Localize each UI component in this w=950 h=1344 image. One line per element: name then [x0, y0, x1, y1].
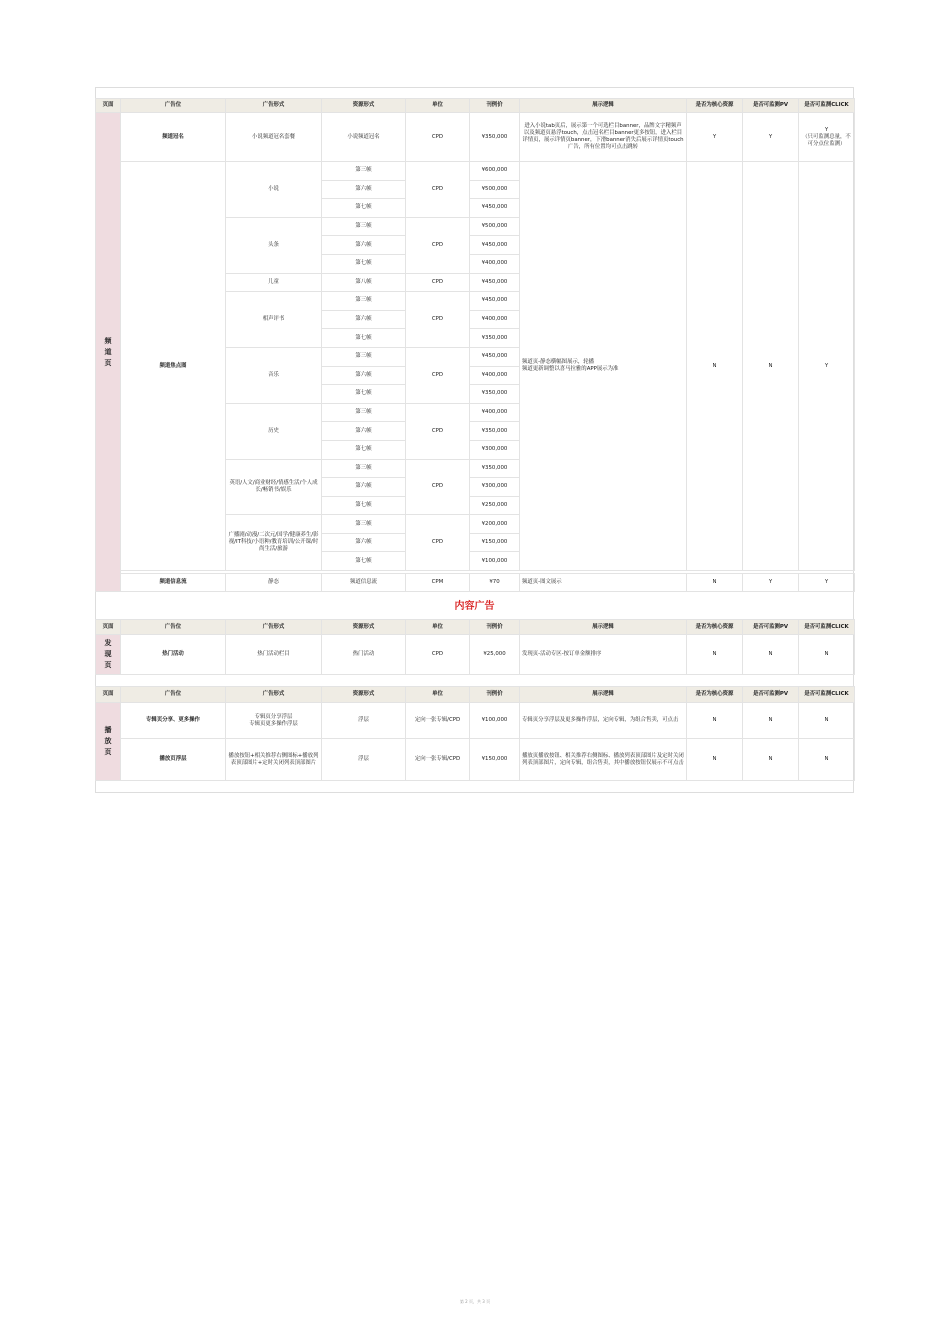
frame-position: 第七帧 [322, 496, 406, 515]
unit: CPD [406, 273, 470, 292]
price: ¥350,000 [470, 422, 520, 441]
click-monitor: Y [799, 574, 855, 592]
column-header: 页面 [96, 620, 121, 635]
ad-form: 头条 [226, 217, 322, 273]
frame-position: 第七帧 [322, 440, 406, 459]
play-page-table [95, 686, 855, 781]
unit: CPM [406, 574, 470, 592]
price: ¥350,000 [470, 329, 520, 348]
frame-position: 第八帧 [322, 273, 406, 292]
ad-form: 静态 [226, 574, 322, 592]
column-header: 资源形式 [322, 620, 406, 635]
frame-position: 第七帧 [322, 254, 406, 273]
table-row [96, 635, 855, 675]
unit: CPD [406, 217, 470, 273]
price: ¥300,000 [470, 440, 520, 459]
resource-form: 浮层 [322, 739, 406, 781]
ad-form: 小说频道冠名套餐 [226, 113, 322, 162]
page-label: 播 放 页 [96, 703, 121, 781]
column-header: 广告形式 [226, 687, 322, 703]
price: ¥150,000 [470, 739, 520, 781]
frame-position: 第三帧 [322, 162, 406, 181]
page-label: 发 现 页 [96, 635, 121, 675]
display-logic: 进入小说tab页后，展示第一个可选栏目banner，品牌文字精频声以及频道页悬浮touch，点击冠名栏目banner更多按钮，进入栏目详情页，展示详情页banner，下滑banner消失后展示详情页touch广告，所有位置均可点击跳转 [520, 113, 687, 162]
ad-slot: 频道焦点图 [121, 162, 226, 571]
price: ¥400,000 [470, 254, 520, 273]
price: ¥500,000 [470, 217, 520, 236]
table-row [96, 703, 855, 739]
unit: 定向一张专辑/CPD [406, 739, 470, 781]
display-logic: 播放页播放按钮、相关推荐右侧图标、播放列表顶部图片及定时关闭列表顶部图片，定向专辑，组合售卖，其中播放按钮仅展示不可点击 [520, 739, 687, 781]
ad-form: 音乐 [226, 347, 322, 403]
frame-position: 第七帧 [322, 552, 406, 571]
frame-position: 第六帧 [322, 180, 406, 199]
price: ¥350,000 [470, 113, 520, 162]
pv-monitor: Y [743, 113, 799, 162]
channel-page-table [95, 98, 855, 592]
unit: CPD [406, 635, 470, 675]
pv-monitor: N [743, 703, 799, 739]
column-header: 展示逻辑 [520, 687, 687, 703]
frame-position: 第六帧 [322, 236, 406, 255]
column-header: 页面 [96, 687, 121, 703]
column-header: 刊例价 [470, 620, 520, 635]
page-footer: 第 2 页，共 3 页 [459, 1299, 491, 1304]
price: ¥350,000 [470, 459, 520, 478]
column-header: 广告位 [121, 620, 226, 635]
column-header: 是否可监测PV [743, 620, 799, 635]
frame-position: 第七帧 [322, 385, 406, 404]
column-header: 展示逻辑 [520, 620, 687, 635]
section-title: 内容广告 [454, 601, 495, 612]
price: ¥500,000 [470, 180, 520, 199]
column-header: 刊例价 [470, 99, 520, 113]
ad-slot: 播放页浮层 [121, 739, 226, 781]
price: ¥200,000 [470, 515, 520, 534]
column-header: 是否可监测CLICK [799, 620, 855, 635]
pv-monitor: Y [743, 574, 799, 592]
ad-form: 儿童 [226, 273, 322, 292]
unit: CPD [406, 113, 470, 162]
ad-slot: 频道冠名 [121, 113, 226, 162]
display-logic: 专辑页分享浮层及更多操作浮层，定向专辑，为组合售卖，可点击 [520, 703, 687, 739]
column-header: 广告位 [121, 99, 226, 113]
ad-slot: 热门活动 [121, 635, 226, 675]
column-header: 是否为核心资源 [687, 687, 743, 703]
ad-slot: 专辑页分享、更多操作 [121, 703, 226, 739]
column-header: 单位 [406, 620, 470, 635]
table-header-row [96, 620, 855, 635]
unit: CPD [406, 403, 470, 459]
unit: CPD [406, 292, 470, 348]
price: ¥450,000 [470, 347, 520, 366]
column-header: 单位 [406, 687, 470, 703]
table-row [96, 162, 855, 181]
price: ¥450,000 [470, 199, 520, 218]
click-monitor: N [799, 635, 855, 675]
ad-form: 热门活动栏目 [226, 635, 322, 675]
column-header: 是否可监测CLICK [799, 99, 855, 113]
ad-form: 广播剧/动漫/二次元/国学/健康养生/影视/IT科技/小语种/教育培训/公开课/时尚生活/旅游 [226, 515, 322, 571]
is-core: N [687, 162, 743, 571]
price: ¥25,000 [470, 635, 520, 675]
frame-position: 第六帧 [322, 366, 406, 385]
column-header: 展示逻辑 [520, 99, 687, 113]
ad-form: 专辑页分享浮层 专辑页更多操作浮层 [226, 703, 322, 739]
column-header: 资源形式 [322, 99, 406, 113]
resource-form: 频道信息流 [322, 574, 406, 592]
unit: CPD [406, 515, 470, 571]
column-header: 页面 [96, 99, 121, 113]
column-header: 是否为核心资源 [687, 620, 743, 635]
resource-form: 浮层 [322, 703, 406, 739]
table-row [96, 574, 855, 592]
price: ¥250,000 [470, 496, 520, 515]
frame-position: 第三帧 [322, 515, 406, 534]
frame-position: 第六帧 [322, 310, 406, 329]
column-header: 单位 [406, 99, 470, 113]
frame-position: 第七帧 [322, 199, 406, 218]
display-logic: 频道页-静态横幅图展示，轮播 频道更新调整以喜马拉雅的APP展示为准 [520, 162, 687, 571]
price: ¥300,000 [470, 478, 520, 497]
price: ¥350,000 [470, 385, 520, 404]
price: ¥450,000 [470, 236, 520, 255]
column-header: 是否可监测PV [743, 99, 799, 113]
price: ¥150,000 [470, 533, 520, 552]
price: ¥400,000 [470, 310, 520, 329]
unit: CPD [406, 347, 470, 403]
column-header: 广告位 [121, 687, 226, 703]
unit: CPD [406, 162, 470, 218]
column-header: 是否可监测CLICK [799, 687, 855, 703]
ad-form: 相声评书 [226, 292, 322, 348]
frame-position: 第三帧 [322, 403, 406, 422]
is-core: N [687, 703, 743, 739]
table-row [96, 739, 855, 781]
price: ¥450,000 [470, 292, 520, 311]
resource-form: 小说频道冠名 [322, 113, 406, 162]
click-monitor: N [799, 703, 855, 739]
resource-form: 热门活动 [322, 635, 406, 675]
frame-position: 第三帧 [322, 347, 406, 366]
is-core: N [687, 574, 743, 592]
frame-position: 第三帧 [322, 459, 406, 478]
price: ¥100,000 [470, 703, 520, 739]
column-header: 刊例价 [470, 687, 520, 703]
is-core: N [687, 739, 743, 781]
table-header-row [96, 99, 855, 113]
column-header: 是否为核心资源 [687, 99, 743, 113]
ad-form: 播放按钮+相关推荐右侧图标+播放列表顶部图片+定时关闭列表顶部图片 [226, 739, 322, 781]
column-header: 是否可监测PV [743, 687, 799, 703]
display-logic: 频道页-图文展示 [520, 574, 687, 592]
frame-position: 第三帧 [322, 217, 406, 236]
display-logic: 发现页-活动专区-按订单金额排序 [520, 635, 687, 675]
column-header: 广告形式 [226, 620, 322, 635]
table-row [96, 113, 855, 162]
price: ¥600,000 [470, 162, 520, 181]
pv-monitor: N [743, 635, 799, 675]
ad-form: 小说 [226, 162, 322, 218]
page-label: 频 道 页 [96, 113, 121, 592]
price: ¥400,000 [470, 403, 520, 422]
pv-monitor: N [743, 162, 799, 571]
price: ¥100,000 [470, 552, 520, 571]
click-monitor: Y [799, 162, 855, 571]
column-header: 广告形式 [226, 99, 322, 113]
ad-slot: 频道信息流 [121, 574, 226, 592]
frame-position: 第六帧 [322, 422, 406, 441]
frame-position: 第七帧 [322, 329, 406, 348]
is-core: N [687, 635, 743, 675]
frame-position: 第六帧 [322, 533, 406, 552]
discover-page-table [95, 619, 855, 675]
frame-position: 第三帧 [322, 292, 406, 311]
column-header: 资源形式 [322, 687, 406, 703]
table-header-row [96, 687, 855, 703]
ad-form: 历史 [226, 403, 322, 459]
is-core: Y [687, 113, 743, 162]
pv-monitor: N [743, 739, 799, 781]
price: ¥70 [470, 574, 520, 592]
click-monitor: Y （只可监测总量，不可分点位监测） [799, 113, 855, 162]
price: ¥400,000 [470, 366, 520, 385]
price: ¥450,000 [470, 273, 520, 292]
frame-position: 第六帧 [322, 478, 406, 497]
click-monitor: N [799, 739, 855, 781]
ad-form: 英语/人文/商业财经/情感生活/个人成长/畅销书/娱乐 [226, 459, 322, 515]
unit: 定向一张专辑/CPD [406, 703, 470, 739]
unit: CPD [406, 459, 470, 515]
